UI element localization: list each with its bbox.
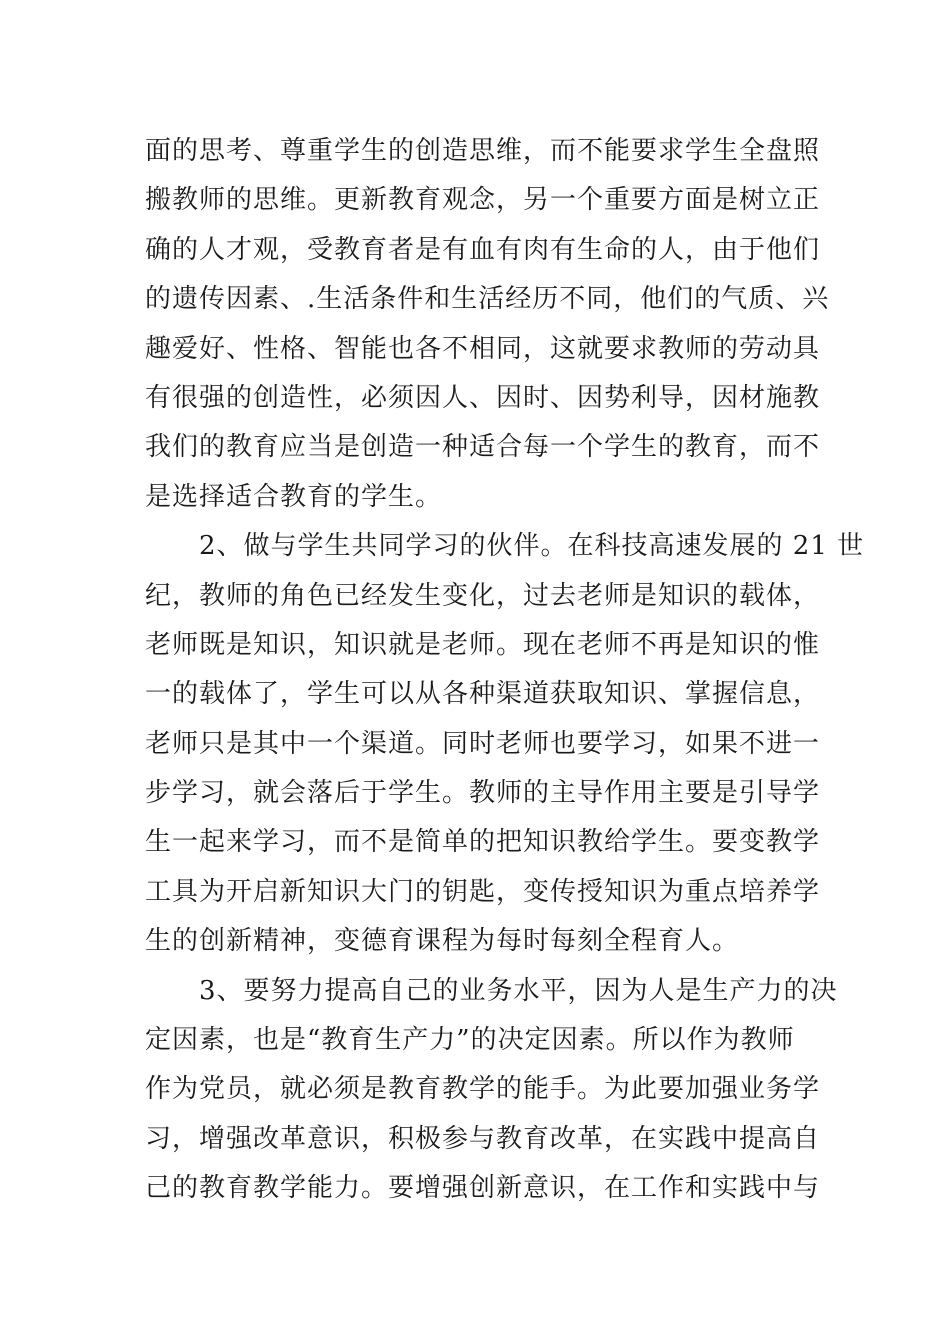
text-line: 趣爱好、性格、智能也各不相同，这就要求教师的劳动具: [145, 333, 821, 364]
body-text: [145, 127, 865, 1214]
text-line: 作为党员，就必须是教育教学的能手。为此要加强业务学: [145, 1074, 821, 1105]
paragraph-2-start: 2、做与学生共同学习的伙伴。在科技高速发展的 21 世: [145, 531, 865, 562]
text-line: 工具为开启新知识大门的钥匙，变传授知识为重点培养学: [145, 876, 821, 907]
text-line: 的遗传因素、.生活条件和生活经历不同，他们的气质、兴: [145, 284, 830, 315]
text-line: 纪，教师的角色已经发生变化，过去老师是知识的载体，: [145, 580, 821, 611]
text-line: 确的人才观，受教育者是有血有肉有生命的人，由于他们: [145, 234, 821, 265]
text-line: 有很强的创造性，必须因人、因时、因势利导，因材施教: [145, 382, 821, 413]
text-line: 步学习，就会落后于学生。教师的主导作用主要是引导学: [145, 778, 821, 809]
text-line: 一的载体了，学生可以从各种渠道获取知识、掌握信息，: [145, 679, 821, 710]
text-line: 是选择适合教育的学生。: [145, 481, 443, 512]
text-line: 习，增强改革意识，积极参与教育改革，在实践中提高自: [145, 1123, 821, 1154]
text-line: 我们的教育应当是创造一种适合每一个学生的教育，而不: [145, 432, 821, 463]
text-line: 己的教育教学能力。要增强创新意识，在工作和实践中与: [145, 1173, 821, 1204]
paragraph-3-start: 3、要努力提高自己的业务水平，因为人是生产力的决: [145, 975, 838, 1006]
text-line: 面的思考、尊重学生的创造思维，而不能要求学生全盘照: [145, 136, 821, 166]
text-line: 生的创新精神，变德育课程为每时每刻全程育人。: [145, 926, 740, 957]
text-line: 搬教师的思维。更新教育观念，另一个重要方面是树立正: [145, 185, 821, 216]
text-line: 生一起来学习，而不是简单的把知识教给学生。要变教学: [145, 827, 821, 858]
text-line: 定因素，也是“教育生产力”的决定因素。所以作为教师: [145, 1025, 795, 1056]
text-line: 老师只是其中一个渠道。同时老师也要学习，如果不进一: [145, 728, 821, 759]
text-line: 老师既是知识，知识就是老师。现在老师不再是知识的惟: [145, 629, 821, 660]
